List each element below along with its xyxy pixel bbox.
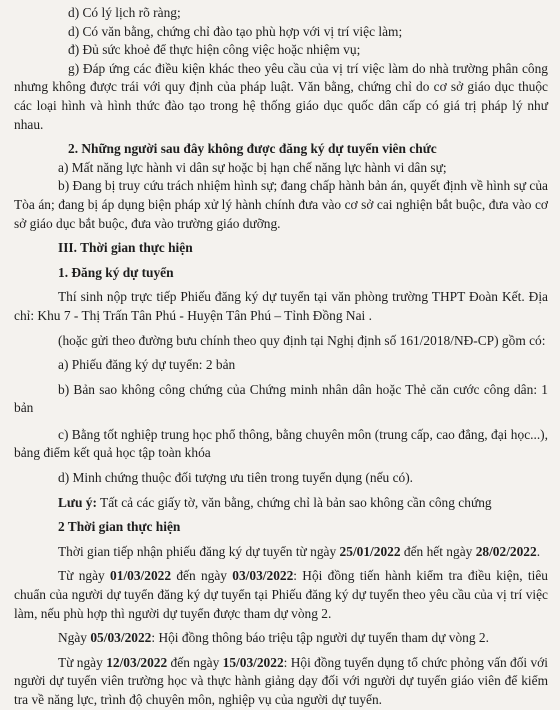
section-heading-not-eligible: 2. Những người sau đây không được đăng ký dự tuyển viên chức — [68, 141, 437, 157]
receipt-mid: đến hết ngày — [400, 543, 476, 559]
paragraph-check-period — [14, 567, 548, 623]
interview-mid: đến ngày — [167, 654, 223, 670]
item-b-truy-cuu: b) Đang bị truy cứu trách nhiệm hình sự; đang chấp hành bản án, quyết định về hình sự của Tòa án; đang bị áp dụng biện pháp xử lý hành chính đưa vào cơ sở cai nghiện bắt buộc, đưa vào cơ sở giáo dục bắt buộc, đưa vào trường giáo dưỡng. — [14, 178, 548, 231]
interview-start-date: 12/03/2022 — [106, 654, 168, 670]
check-text: : Hội đồng tiến hành kiểm tra điều kiện, tiêu chuẩn của người dự tuyển đăng ký dự tuyển tại Phiếu đăng ký dự tuyển theo yêu cầu của vị trí việc làm, nếu phù hợp thì người dự tuyển được tham dự vòng 2. — [14, 568, 548, 621]
announce-prefix: Ngày — [58, 630, 91, 646]
announce-text: : Hội đồng thông báo triệu tập người dự tuyển tham dự vòng 2. — [151, 630, 489, 646]
item-d-van-bang: d) Có văn bằng, chứng chỉ đào tạo phù hợp với vị trí việc làm; — [68, 23, 403, 39]
item-a-mat-nang-luc: a) Mất năng lực hành vi dân sự hoặc bị hạn chế năng lực hành vi dân sự; — [58, 159, 447, 175]
check-end-date: 03/03/2022 — [232, 568, 294, 584]
item-e-suc-khoe: đ) Đủ sức khoẻ để thực hiện công việc hoặc nhiệm vụ; — [68, 42, 361, 58]
section-heading-iii: III. Thời gian thực hiện — [58, 240, 193, 256]
paragraph-postal: (hoặc gửi theo đường bưu chính theo quy định tại Nghị định số 161/2018/NĐ-CP) gồm có: — [58, 332, 546, 348]
check-start-date: 01/03/2022 — [110, 568, 172, 584]
item-g-dieu-kien: g) Đáp ứng các điều kiện khác theo yêu cầu của vị trí việc làm do nhà trường phân công nhưng không được trái với quy định của pháp luật. Văn bằng, chứng chỉ do cơ sở giáo dục thuộc các loại hình và hình thức đào tạo trong hệ thống giáo dục quốc dân cấp có giá trị pháp lý như nhau. — [14, 60, 548, 132]
paragraph-interview — [14, 654, 548, 710]
item-a-phieu: a) Phiếu đăng ký dự tuyển: 2 bản — [58, 357, 236, 373]
note-label: Lưu ý: — [58, 494, 97, 510]
item-d-ly-lich: d) Có lý lịch rõ ràng; — [68, 5, 181, 20]
interview-prefix: Từ ngày — [58, 654, 107, 670]
section-heading-timeline: 2 Thời gian thực hiện — [58, 519, 181, 535]
receipt-start-date: 25/01/2022 — [339, 543, 401, 559]
paragraph-receipt-period — [14, 543, 548, 562]
paragraph-announce — [14, 629, 548, 648]
note-text: Tất cả các giấy tờ, văn bằng, chứng chỉ là bản sao không cần công chứng — [96, 494, 492, 510]
paragraph-submit: Thí sinh nộp trực tiếp Phiếu đăng ký dự tuyển tại văn phòng trường THPT Đoàn Kết. Địa chỉ: Khu 7 - Thị Trấn Tân Phú - Huyện Tân Phú – Tỉnh Đồng Nai . — [14, 289, 548, 323]
receipt-end-date: 28/02/2022 — [475, 543, 537, 559]
announce-date: 05/03/2022 — [90, 630, 152, 646]
receipt-prefix: Thời gian tiếp nhận phiếu đăng ký dự tuyển từ ngày — [58, 543, 340, 559]
item-c-bang: c) Bằng tốt nghiệp trung học phổ thông, bằng chuyên môn (trung cấp, cao đẳng, đại học...), bảng điểm kết quả học tập toàn khóa — [14, 426, 548, 461]
item-b-ban-sao: b) Bản sao không công chứng của Chứng minh nhân dân hoặc Thẻ căn cước công dân: 1 bản — [14, 381, 548, 416]
check-prefix: Từ ngày — [58, 568, 111, 584]
item-d-minh-chung: d) Minh chứng thuộc đối tượng ưu tiên trong tuyển dụng (nếu có). — [58, 470, 414, 486]
section-heading-registration: 1. Đăng ký dự tuyển — [58, 264, 174, 280]
interview-end-date: 15/03/2022 — [222, 654, 284, 670]
interview-text: : Hội đồng tuyển dụng tổ chức phỏng vấn đối với người dự tuyển viên trường học và thực hành giảng dạy đối với người dự tuyển giáo viên để kiểm tra về năng lực, trình độ chuyên môn, nghiệp vụ của người dự tuyển. — [14, 654, 548, 707]
check-mid: đến ngày — [171, 568, 233, 584]
note-paragraph — [14, 494, 548, 513]
receipt-end: . — [536, 543, 541, 559]
